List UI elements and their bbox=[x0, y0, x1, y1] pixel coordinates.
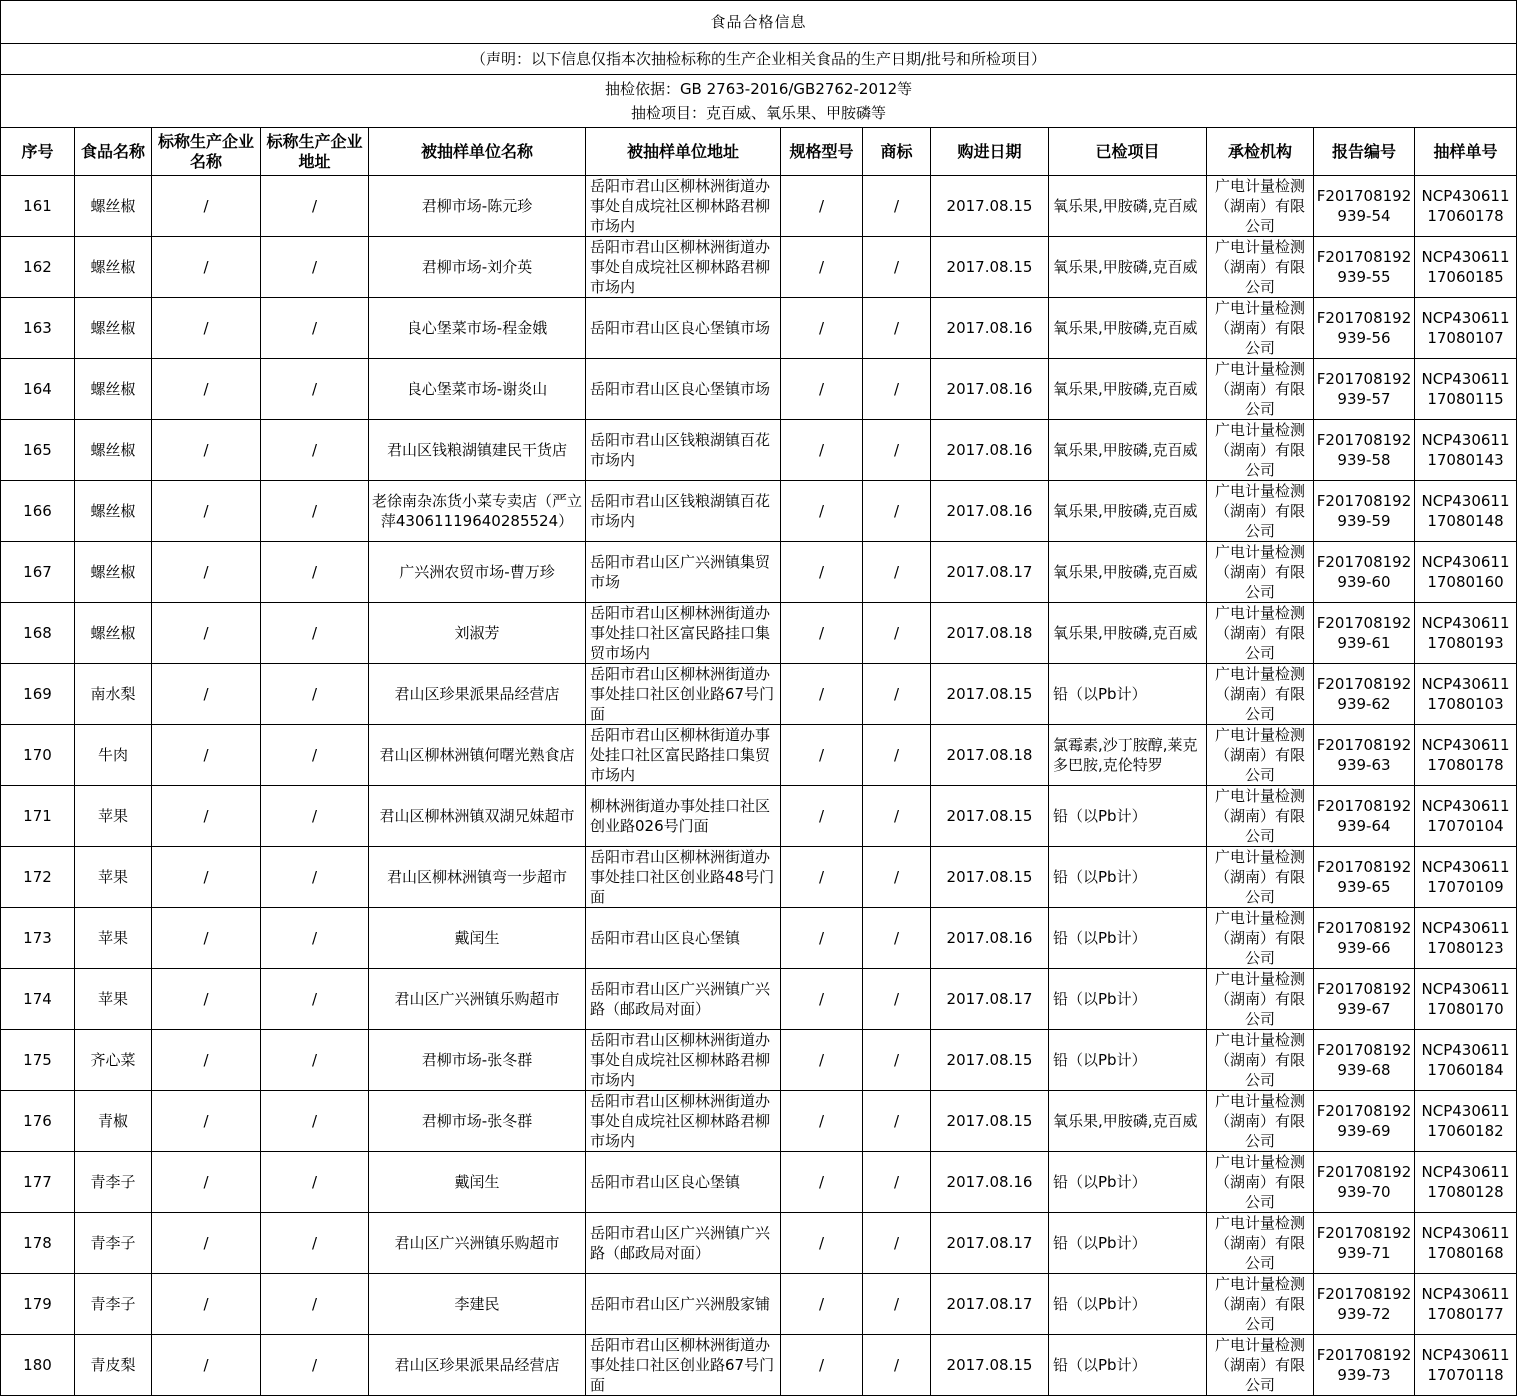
cell-producer-address: / bbox=[261, 1274, 369, 1335]
header-sampled-unit-address: 被抽样单位地址 bbox=[586, 128, 781, 176]
cell-trademark: / bbox=[863, 1213, 931, 1274]
cell-index: 180 bbox=[1, 1335, 75, 1396]
cell-index: 164 bbox=[1, 359, 75, 420]
cell-tested-items: 铅（以Pb计） bbox=[1049, 1213, 1207, 1274]
cell-sampled-unit-name: 刘淑芳 bbox=[369, 603, 586, 664]
cell-spec-model: / bbox=[781, 1152, 863, 1213]
table-row bbox=[1, 1152, 1517, 1213]
cell-producer-name: / bbox=[152, 298, 261, 359]
cell-food-name: 螺丝椒 bbox=[75, 420, 152, 481]
cell-testing-agency: 广电计量检测（湖南）有限公司 bbox=[1207, 1152, 1314, 1213]
cell-sample-number: NCP43061117080193 bbox=[1415, 603, 1517, 664]
cell-producer-name: / bbox=[152, 481, 261, 542]
cell-spec-model: / bbox=[781, 725, 863, 786]
cell-producer-address: / bbox=[261, 847, 369, 908]
cell-purchase-date: 2017.08.15 bbox=[931, 786, 1049, 847]
cell-report-number: F201708192939-60 bbox=[1314, 542, 1415, 603]
cell-sampled-unit-address: 柳林洲街道办事处挂口社区创业路026号门面 bbox=[586, 786, 781, 847]
cell-producer-name: / bbox=[152, 786, 261, 847]
cell-testing-agency: 广电计量检测（湖南）有限公司 bbox=[1207, 1091, 1314, 1152]
cell-tested-items: 铅（以Pb计） bbox=[1049, 664, 1207, 725]
cell-testing-agency: 广电计量检测（湖南）有限公司 bbox=[1207, 1335, 1314, 1396]
cell-trademark: / bbox=[863, 237, 931, 298]
cell-food-name: 苹果 bbox=[75, 786, 152, 847]
table-row bbox=[1, 1091, 1517, 1152]
cell-spec-model: / bbox=[781, 1213, 863, 1274]
cell-trademark: / bbox=[863, 1335, 931, 1396]
cell-index: 177 bbox=[1, 1152, 75, 1213]
cell-trademark: / bbox=[863, 1030, 931, 1091]
cell-trademark: / bbox=[863, 1091, 931, 1152]
cell-report-number: F201708192939-58 bbox=[1314, 420, 1415, 481]
cell-sample-number: NCP43061117080170 bbox=[1415, 969, 1517, 1030]
cell-spec-model: / bbox=[781, 969, 863, 1030]
cell-sampled-unit-name: 君山区柳林洲镇双湖兄妹超市 bbox=[369, 786, 586, 847]
cell-sampled-unit-name: 良心堡菜市场-程金娥 bbox=[369, 298, 586, 359]
cell-testing-agency: 广电计量检测（湖南）有限公司 bbox=[1207, 481, 1314, 542]
header-producer-address: 标称生产企业地址 bbox=[261, 128, 369, 176]
cell-index: 170 bbox=[1, 725, 75, 786]
cell-purchase-date: 2017.08.18 bbox=[931, 725, 1049, 786]
cell-sampled-unit-address: 岳阳市君山区柳林洲街道办事处挂口社区创业路48号门面 bbox=[586, 847, 781, 908]
header-spec-model: 规格型号 bbox=[781, 128, 863, 176]
cell-report-number: F201708192939-72 bbox=[1314, 1274, 1415, 1335]
cell-report-number: F201708192939-66 bbox=[1314, 908, 1415, 969]
cell-sampled-unit-address: 岳阳市君山区柳林洲街道办事处挂口社区创业路67号门面 bbox=[586, 664, 781, 725]
cell-sampled-unit-address: 岳阳市君山区广兴洲镇广兴路（邮政局对面） bbox=[586, 969, 781, 1030]
cell-trademark: / bbox=[863, 847, 931, 908]
cell-report-number: F201708192939-71 bbox=[1314, 1213, 1415, 1274]
cell-report-number: F201708192939-64 bbox=[1314, 786, 1415, 847]
cell-producer-address: / bbox=[261, 542, 369, 603]
table-row bbox=[1, 1030, 1517, 1091]
cell-index: 171 bbox=[1, 786, 75, 847]
cell-purchase-date: 2017.08.18 bbox=[931, 603, 1049, 664]
table-row bbox=[1, 664, 1517, 725]
cell-spec-model: / bbox=[781, 664, 863, 725]
header-index: 序号 bbox=[1, 128, 75, 176]
cell-spec-model: / bbox=[781, 176, 863, 237]
cell-sample-number: NCP43061117080107 bbox=[1415, 298, 1517, 359]
cell-index: 166 bbox=[1, 481, 75, 542]
cell-testing-agency: 广电计量检测（湖南）有限公司 bbox=[1207, 237, 1314, 298]
cell-food-name: 齐心菜 bbox=[75, 1030, 152, 1091]
cell-purchase-date: 2017.08.16 bbox=[931, 420, 1049, 481]
cell-sampled-unit-address: 岳阳市君山区柳林洲街道办事处自成垸社区柳林路君柳市场内 bbox=[586, 1030, 781, 1091]
cell-spec-model: / bbox=[781, 1030, 863, 1091]
table-row bbox=[1, 725, 1517, 786]
cell-sample-number: NCP43061117060178 bbox=[1415, 176, 1517, 237]
cell-sampled-unit-name: 良心堡菜市场-谢炎山 bbox=[369, 359, 586, 420]
cell-tested-items: 铅（以Pb计） bbox=[1049, 1274, 1207, 1335]
cell-sample-number: NCP43061117080128 bbox=[1415, 1152, 1517, 1213]
cell-report-number: F201708192939-73 bbox=[1314, 1335, 1415, 1396]
cell-report-number: F201708192939-62 bbox=[1314, 664, 1415, 725]
cell-producer-name: / bbox=[152, 1152, 261, 1213]
cell-testing-agency: 广电计量检测（湖南）有限公司 bbox=[1207, 1030, 1314, 1091]
cell-producer-name: / bbox=[152, 1213, 261, 1274]
table-row bbox=[1, 542, 1517, 603]
cell-sampled-unit-name: 君山区珍果派果品经营店 bbox=[369, 664, 586, 725]
table-row bbox=[1, 359, 1517, 420]
cell-producer-address: / bbox=[261, 420, 369, 481]
table-row bbox=[1, 847, 1517, 908]
cell-sample-number: NCP43061117060182 bbox=[1415, 1091, 1517, 1152]
cell-spec-model: / bbox=[781, 847, 863, 908]
cell-spec-model: / bbox=[781, 298, 863, 359]
header-food-name: 食品名称 bbox=[75, 128, 152, 176]
cell-sampled-unit-name: 李建民 bbox=[369, 1274, 586, 1335]
cell-producer-address: / bbox=[261, 359, 369, 420]
cell-producer-name: / bbox=[152, 359, 261, 420]
cell-sampled-unit-address: 岳阳市君山区广兴洲殷家铺 bbox=[586, 1274, 781, 1335]
cell-trademark: / bbox=[863, 359, 931, 420]
cell-sampled-unit-name: 君山区柳林洲镇何曙光熟食店 bbox=[369, 725, 586, 786]
cell-sampled-unit-address: 岳阳市君山区柳林洲街道办事处挂口社区富民路挂口集贸市场内 bbox=[586, 603, 781, 664]
cell-spec-model: / bbox=[781, 603, 863, 664]
cell-producer-address: / bbox=[261, 237, 369, 298]
cell-report-number: F201708192939-57 bbox=[1314, 359, 1415, 420]
cell-report-number: F201708192939-65 bbox=[1314, 847, 1415, 908]
cell-purchase-date: 2017.08.16 bbox=[931, 908, 1049, 969]
table-row bbox=[1, 481, 1517, 542]
cell-sampled-unit-address: 岳阳市君山区广兴洲镇集贸市场 bbox=[586, 542, 781, 603]
cell-producer-address: / bbox=[261, 176, 369, 237]
cell-trademark: / bbox=[863, 664, 931, 725]
cell-spec-model: / bbox=[781, 237, 863, 298]
cell-producer-name: / bbox=[152, 1030, 261, 1091]
cell-food-name: 苹果 bbox=[75, 847, 152, 908]
cell-testing-agency: 广电计量检测（湖南）有限公司 bbox=[1207, 664, 1314, 725]
cell-purchase-date: 2017.08.15 bbox=[931, 664, 1049, 725]
cell-index: 174 bbox=[1, 969, 75, 1030]
cell-spec-model: / bbox=[781, 481, 863, 542]
cell-producer-name: / bbox=[152, 237, 261, 298]
cell-sampled-unit-address: 岳阳市君山区良心堡镇市场 bbox=[586, 359, 781, 420]
cell-purchase-date: 2017.08.17 bbox=[931, 1274, 1049, 1335]
cell-sample-number: NCP43061117080160 bbox=[1415, 542, 1517, 603]
cell-trademark: / bbox=[863, 786, 931, 847]
cell-sampled-unit-name: 广兴洲农贸市场-曹万珍 bbox=[369, 542, 586, 603]
disclaimer-statement: （声明：以下信息仅指本次抽检标称的生产企业相关食品的生产日期/批号和所检项目） bbox=[1, 44, 1517, 75]
cell-sampled-unit-address: 岳阳市君山区钱粮湖镇百花市场内 bbox=[586, 420, 781, 481]
cell-tested-items: 氧乐果,甲胺磷,克百威 bbox=[1049, 481, 1207, 542]
cell-tested-items: 铅（以Pb计） bbox=[1049, 1030, 1207, 1091]
cell-tested-items: 氧乐果,甲胺磷,克百威 bbox=[1049, 603, 1207, 664]
cell-index: 163 bbox=[1, 298, 75, 359]
cell-report-number: F201708192939-63 bbox=[1314, 725, 1415, 786]
cell-producer-address: / bbox=[261, 786, 369, 847]
cell-index: 168 bbox=[1, 603, 75, 664]
cell-spec-model: / bbox=[781, 420, 863, 481]
cell-producer-name: / bbox=[152, 1274, 261, 1335]
inspection-items: 抽检项目：克百威、氧乐果、甲胺磷等 bbox=[631, 104, 887, 122]
cell-tested-items: 铅（以Pb计） bbox=[1049, 847, 1207, 908]
cell-producer-address: / bbox=[261, 969, 369, 1030]
cell-spec-model: / bbox=[781, 1335, 863, 1396]
cell-trademark: / bbox=[863, 420, 931, 481]
cell-sample-number: NCP43061117060185 bbox=[1415, 237, 1517, 298]
cell-report-number: F201708192939-70 bbox=[1314, 1152, 1415, 1213]
cell-producer-address: / bbox=[261, 603, 369, 664]
cell-purchase-date: 2017.08.17 bbox=[931, 1213, 1049, 1274]
cell-sample-number: NCP43061117080177 bbox=[1415, 1274, 1517, 1335]
header-testing-agency: 承检机构 bbox=[1207, 128, 1314, 176]
cell-food-name: 螺丝椒 bbox=[75, 176, 152, 237]
cell-producer-name: / bbox=[152, 1091, 261, 1152]
cell-tested-items: 氧乐果,甲胺磷,克百威 bbox=[1049, 359, 1207, 420]
cell-tested-items: 氧乐果,甲胺磷,克百威 bbox=[1049, 237, 1207, 298]
table-row bbox=[1, 176, 1517, 237]
cell-tested-items: 铅（以Pb计） bbox=[1049, 1152, 1207, 1213]
cell-report-number: F201708192939-59 bbox=[1314, 481, 1415, 542]
cell-food-name: 青皮梨 bbox=[75, 1335, 152, 1396]
cell-spec-model: / bbox=[781, 1274, 863, 1335]
header-producer-name: 标称生产企业名称 bbox=[152, 128, 261, 176]
cell-sample-number: NCP43061117080178 bbox=[1415, 725, 1517, 786]
cell-tested-items: 氧乐果,甲胺磷,克百威 bbox=[1049, 298, 1207, 359]
cell-purchase-date: 2017.08.16 bbox=[931, 481, 1049, 542]
cell-producer-address: / bbox=[261, 1335, 369, 1396]
cell-purchase-date: 2017.08.16 bbox=[931, 359, 1049, 420]
cell-spec-model: / bbox=[781, 1091, 863, 1152]
cell-sampled-unit-address: 岳阳市君山区良心堡镇 bbox=[586, 1152, 781, 1213]
cell-producer-address: / bbox=[261, 1030, 369, 1091]
cell-purchase-date: 2017.08.15 bbox=[931, 1030, 1049, 1091]
cell-food-name: 牛肉 bbox=[75, 725, 152, 786]
cell-testing-agency: 广电计量检测（湖南）有限公司 bbox=[1207, 420, 1314, 481]
cell-sampled-unit-name: 戴闰生 bbox=[369, 908, 586, 969]
cell-sampled-unit-address: 岳阳市君山区钱粮湖镇百花市场内 bbox=[586, 481, 781, 542]
table-row bbox=[1, 1274, 1517, 1335]
cell-producer-name: / bbox=[152, 725, 261, 786]
cell-sampled-unit-name: 君柳市场-刘介英 bbox=[369, 237, 586, 298]
cell-spec-model: / bbox=[781, 542, 863, 603]
cell-food-name: 苹果 bbox=[75, 908, 152, 969]
cell-sampled-unit-address: 岳阳市君山区柳林洲街道办事处自成垸社区柳林路君柳市场内 bbox=[586, 176, 781, 237]
cell-sampled-unit-name: 君山区柳林洲镇弯一步超市 bbox=[369, 847, 586, 908]
cell-food-name: 螺丝椒 bbox=[75, 481, 152, 542]
header-purchase-date: 购进日期 bbox=[931, 128, 1049, 176]
cell-report-number: F201708192939-61 bbox=[1314, 603, 1415, 664]
table-header-row bbox=[1, 128, 1517, 176]
cell-sample-number: NCP43061117070109 bbox=[1415, 847, 1517, 908]
cell-report-number: F201708192939-55 bbox=[1314, 237, 1415, 298]
cell-producer-address: / bbox=[261, 1091, 369, 1152]
cell-food-name: 南水梨 bbox=[75, 664, 152, 725]
cell-producer-name: / bbox=[152, 176, 261, 237]
cell-tested-items: 氯霉素,沙丁胺醇,莱克多巴胺,克伦特罗 bbox=[1049, 725, 1207, 786]
cell-purchase-date: 2017.08.17 bbox=[931, 969, 1049, 1030]
cell-trademark: / bbox=[863, 298, 931, 359]
cell-sampled-unit-address: 岳阳市君山区良心堡镇市场 bbox=[586, 298, 781, 359]
cell-purchase-date: 2017.08.16 bbox=[931, 1152, 1049, 1213]
cell-producer-address: / bbox=[261, 1152, 369, 1213]
cell-food-name: 螺丝椒 bbox=[75, 359, 152, 420]
cell-sample-number: NCP43061117080115 bbox=[1415, 359, 1517, 420]
cell-index: 167 bbox=[1, 542, 75, 603]
cell-sampled-unit-name: 君山区钱粮湖镇建民干货店 bbox=[369, 420, 586, 481]
table-row bbox=[1, 1335, 1517, 1396]
cell-tested-items: 氧乐果,甲胺磷,克百威 bbox=[1049, 420, 1207, 481]
table-row bbox=[1, 969, 1517, 1030]
cell-spec-model: / bbox=[781, 359, 863, 420]
cell-trademark: / bbox=[863, 603, 931, 664]
inspection-basis-block bbox=[1, 75, 1517, 128]
page-title: 食品合格信息 bbox=[1, 1, 1517, 44]
cell-trademark: / bbox=[863, 1152, 931, 1213]
cell-spec-model: / bbox=[781, 786, 863, 847]
cell-trademark: / bbox=[863, 481, 931, 542]
cell-report-number: F201708192939-56 bbox=[1314, 298, 1415, 359]
cell-tested-items: 铅（以Pb计） bbox=[1049, 1335, 1207, 1396]
cell-producer-address: / bbox=[261, 298, 369, 359]
cell-sampled-unit-name: 君山区广兴洲镇乐购超市 bbox=[369, 969, 586, 1030]
cell-food-name: 螺丝椒 bbox=[75, 542, 152, 603]
cell-trademark: / bbox=[863, 969, 931, 1030]
cell-testing-agency: 广电计量检测（湖南）有限公司 bbox=[1207, 969, 1314, 1030]
cell-sampled-unit-address: 岳阳市君山区柳林街道办事处挂口社区富民路挂口集贸市场内 bbox=[586, 725, 781, 786]
cell-producer-name: / bbox=[152, 969, 261, 1030]
cell-producer-name: / bbox=[152, 542, 261, 603]
cell-purchase-date: 2017.08.17 bbox=[931, 542, 1049, 603]
cell-sample-number: NCP43061117080168 bbox=[1415, 1213, 1517, 1274]
cell-sample-number: NCP43061117080143 bbox=[1415, 420, 1517, 481]
cell-tested-items: 氧乐果,甲胺磷,克百威 bbox=[1049, 176, 1207, 237]
cell-trademark: / bbox=[863, 542, 931, 603]
cell-sampled-unit-address: 岳阳市君山区柳林洲街道办事处自成垸社区柳林路君柳市场内 bbox=[586, 237, 781, 298]
inspection-basis: 抽检依据：GB 2763-2016/GB2762-2012等 bbox=[604, 80, 913, 98]
cell-report-number: F201708192939-67 bbox=[1314, 969, 1415, 1030]
cell-tested-items: 铅（以Pb计） bbox=[1049, 786, 1207, 847]
cell-trademark: / bbox=[863, 1274, 931, 1335]
table-row bbox=[1, 786, 1517, 847]
cell-purchase-date: 2017.08.16 bbox=[931, 298, 1049, 359]
cell-index: 179 bbox=[1, 1274, 75, 1335]
cell-sampled-unit-name: 君柳市场-陈元珍 bbox=[369, 176, 586, 237]
header-report-number: 报告编号 bbox=[1314, 128, 1415, 176]
cell-report-number: F201708192939-68 bbox=[1314, 1030, 1415, 1091]
cell-tested-items: 氧乐果,甲胺磷,克百威 bbox=[1049, 542, 1207, 603]
cell-sampled-unit-name: 君山区广兴洲镇乐购超市 bbox=[369, 1213, 586, 1274]
cell-food-name: 青李子 bbox=[75, 1152, 152, 1213]
cell-food-name: 苹果 bbox=[75, 969, 152, 1030]
cell-sample-number: NCP43061117070118 bbox=[1415, 1335, 1517, 1396]
cell-spec-model: / bbox=[781, 908, 863, 969]
cell-food-name: 螺丝椒 bbox=[75, 298, 152, 359]
cell-sampled-unit-address: 岳阳市君山区广兴洲镇广兴路（邮政局对面） bbox=[586, 1213, 781, 1274]
cell-index: 172 bbox=[1, 847, 75, 908]
cell-producer-address: / bbox=[261, 664, 369, 725]
cell-sampled-unit-name: 君柳市场-张冬群 bbox=[369, 1091, 586, 1152]
cell-trademark: / bbox=[863, 725, 931, 786]
cell-sampled-unit-address: 岳阳市君山区良心堡镇 bbox=[586, 908, 781, 969]
cell-testing-agency: 广电计量检测（湖南）有限公司 bbox=[1207, 176, 1314, 237]
cell-testing-agency: 广电计量检测（湖南）有限公司 bbox=[1207, 298, 1314, 359]
cell-testing-agency: 广电计量检测（湖南）有限公司 bbox=[1207, 1274, 1314, 1335]
cell-sample-number: NCP43061117080148 bbox=[1415, 481, 1517, 542]
cell-purchase-date: 2017.08.15 bbox=[931, 176, 1049, 237]
cell-testing-agency: 广电计量检测（湖南）有限公司 bbox=[1207, 542, 1314, 603]
cell-sampled-unit-name: 君柳市场-张冬群 bbox=[369, 1030, 586, 1091]
cell-producer-address: / bbox=[261, 725, 369, 786]
cell-food-name: 青李子 bbox=[75, 1213, 152, 1274]
cell-purchase-date: 2017.08.15 bbox=[931, 1091, 1049, 1152]
cell-testing-agency: 广电计量检测（湖南）有限公司 bbox=[1207, 603, 1314, 664]
cell-producer-name: / bbox=[152, 908, 261, 969]
cell-testing-agency: 广电计量检测（湖南）有限公司 bbox=[1207, 359, 1314, 420]
cell-tested-items: 铅（以Pb计） bbox=[1049, 908, 1207, 969]
cell-testing-agency: 广电计量检测（湖南）有限公司 bbox=[1207, 847, 1314, 908]
cell-sample-number: NCP43061117070104 bbox=[1415, 786, 1517, 847]
cell-producer-address: / bbox=[261, 1213, 369, 1274]
cell-index: 162 bbox=[1, 237, 75, 298]
cell-index: 165 bbox=[1, 420, 75, 481]
header-sampled-unit-name: 被抽样单位名称 bbox=[369, 128, 586, 176]
cell-index: 173 bbox=[1, 908, 75, 969]
cell-producer-name: / bbox=[152, 603, 261, 664]
header-sample-number: 抽样单号 bbox=[1415, 128, 1517, 176]
cell-index: 175 bbox=[1, 1030, 75, 1091]
cell-report-number: F201708192939-54 bbox=[1314, 176, 1415, 237]
cell-report-number: F201708192939-69 bbox=[1314, 1091, 1415, 1152]
cell-testing-agency: 广电计量检测（湖南）有限公司 bbox=[1207, 725, 1314, 786]
table-row bbox=[1, 298, 1517, 359]
cell-purchase-date: 2017.08.15 bbox=[931, 847, 1049, 908]
cell-sampled-unit-name: 戴闰生 bbox=[369, 1152, 586, 1213]
cell-index: 161 bbox=[1, 176, 75, 237]
cell-purchase-date: 2017.08.15 bbox=[931, 1335, 1049, 1396]
cell-testing-agency: 广电计量检测（湖南）有限公司 bbox=[1207, 786, 1314, 847]
cell-index: 176 bbox=[1, 1091, 75, 1152]
cell-producer-address: / bbox=[261, 908, 369, 969]
table-row bbox=[1, 603, 1517, 664]
cell-trademark: / bbox=[863, 176, 931, 237]
cell-producer-name: / bbox=[152, 420, 261, 481]
table-row bbox=[1, 1213, 1517, 1274]
header-trademark: 商标 bbox=[863, 128, 931, 176]
cell-food-name: 青李子 bbox=[75, 1274, 152, 1335]
cell-trademark: / bbox=[863, 908, 931, 969]
cell-sampled-unit-address: 岳阳市君山区柳林洲街道办事处自成垸社区柳林路君柳市场内 bbox=[586, 1091, 781, 1152]
cell-sample-number: NCP43061117080123 bbox=[1415, 908, 1517, 969]
cell-index: 169 bbox=[1, 664, 75, 725]
header-tested-items: 已检项目 bbox=[1049, 128, 1207, 176]
table-row bbox=[1, 908, 1517, 969]
cell-sample-number: NCP43061117060184 bbox=[1415, 1030, 1517, 1091]
cell-food-name: 青椒 bbox=[75, 1091, 152, 1152]
cell-sampled-unit-address: 岳阳市君山区柳林洲街道办事处挂口社区创业路67号门面 bbox=[586, 1335, 781, 1396]
cell-food-name: 螺丝椒 bbox=[75, 237, 152, 298]
cell-purchase-date: 2017.08.15 bbox=[931, 237, 1049, 298]
cell-testing-agency: 广电计量检测（湖南）有限公司 bbox=[1207, 908, 1314, 969]
cell-tested-items: 氧乐果,甲胺磷,克百威 bbox=[1049, 1091, 1207, 1152]
cell-producer-address: / bbox=[261, 481, 369, 542]
cell-tested-items: 铅（以Pb计） bbox=[1049, 969, 1207, 1030]
table-row bbox=[1, 420, 1517, 481]
cell-sample-number: NCP43061117080103 bbox=[1415, 664, 1517, 725]
cell-producer-name: / bbox=[152, 664, 261, 725]
cell-producer-name: / bbox=[152, 847, 261, 908]
cell-index: 178 bbox=[1, 1213, 75, 1274]
cell-sampled-unit-name: 老徐南杂冻货小菜专卖店（严立萍430611196402855​24） bbox=[369, 481, 586, 542]
cell-sampled-unit-name: 君山区珍果派果品经营店 bbox=[369, 1335, 586, 1396]
cell-testing-agency: 广电计量检测（湖南）有限公司 bbox=[1207, 1213, 1314, 1274]
cell-producer-name: / bbox=[152, 1335, 261, 1396]
cell-food-name: 螺丝椒 bbox=[75, 603, 152, 664]
table-row bbox=[1, 237, 1517, 298]
